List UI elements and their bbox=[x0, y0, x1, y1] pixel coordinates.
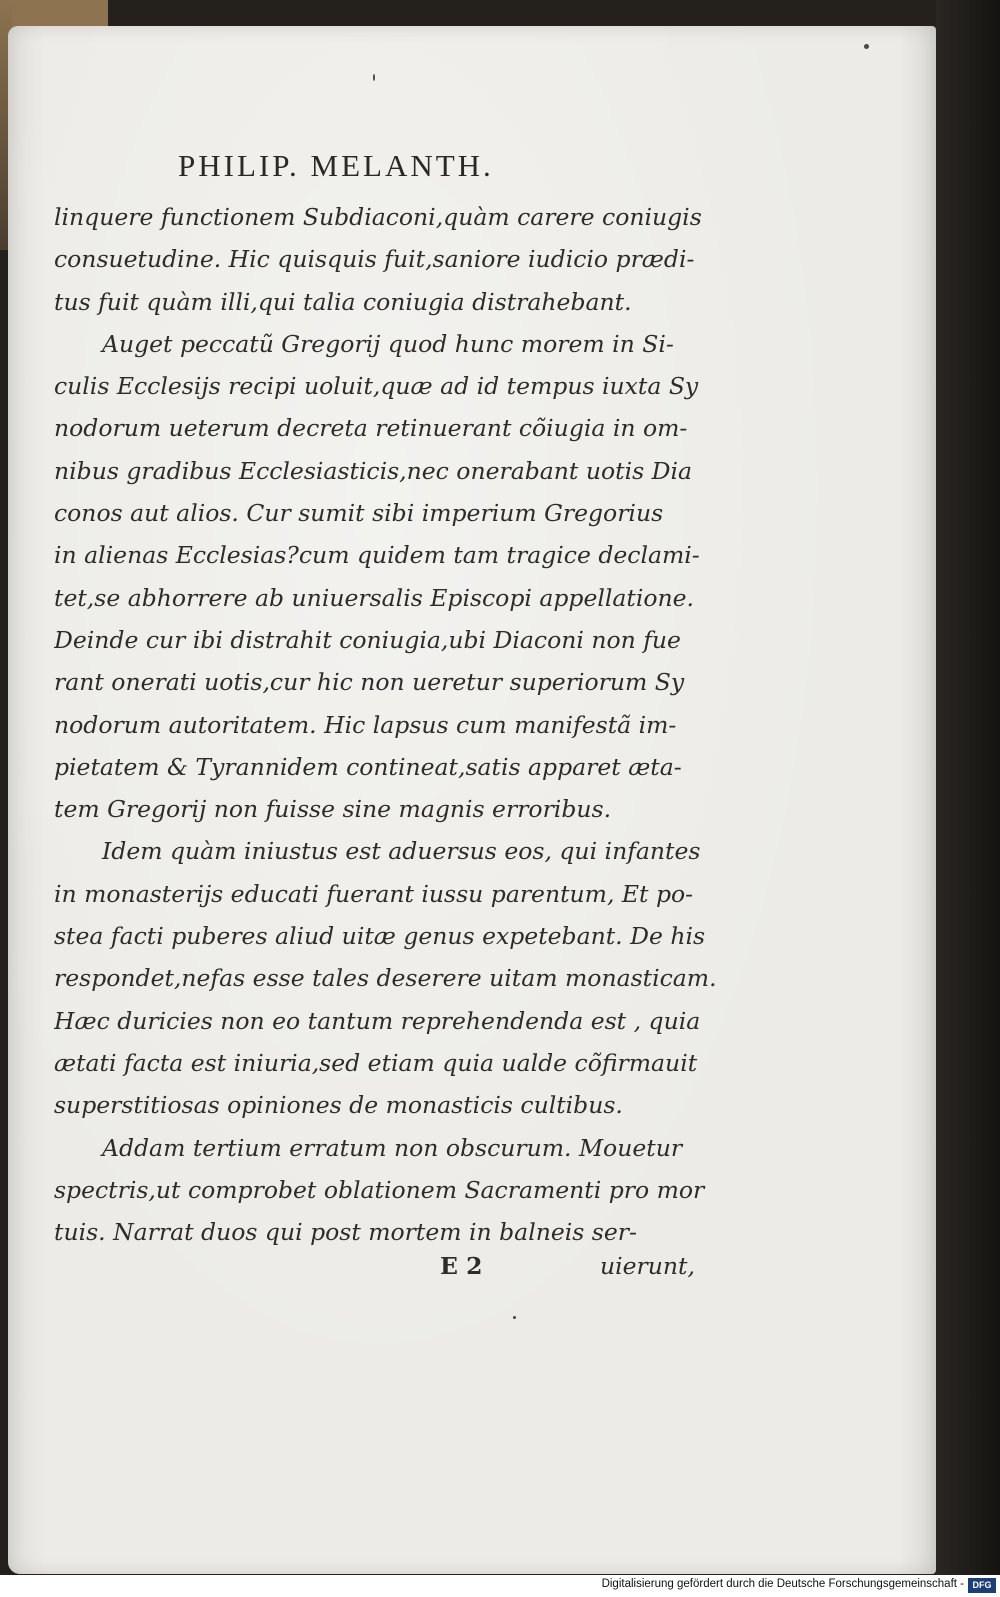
text-line: ætati facta est iniuria,sed etiam quia ualde cõfirmauit bbox=[54, 1048, 698, 1077]
text-line: tuis. Narrat duos qui post mortem in balneis ser- bbox=[54, 1218, 637, 1247]
text-line: Addam tertium erratum non obscurum. Mouetur bbox=[102, 1133, 683, 1162]
digitization-footer bbox=[0, 1575, 1000, 1597]
page-foot bbox=[440, 1252, 730, 1280]
text-line: respondet,nefas esse tales deserere uitam monasticam. bbox=[54, 964, 717, 993]
body-text bbox=[54, 196, 722, 1253]
signature-mark: E 2 bbox=[440, 1252, 483, 1280]
ink-speck bbox=[513, 1316, 516, 1319]
text-line: Deinde cur ibi distrahit coniugia,ubi Diaconi non fue bbox=[54, 625, 681, 654]
text-line: Auget peccatũ Gregorij quod hunc morem in Si- bbox=[102, 329, 674, 358]
text-line: in monasterijs educati fuerant iussu parentum, Et po- bbox=[54, 879, 694, 908]
text-line: stea facti puberes aliud uitæ genus expetebant. De his bbox=[54, 922, 706, 951]
text-line: conos aut alios. Cur sumit sibi imperium Gregorius bbox=[54, 499, 664, 528]
running-head: PHILIP. MELANTH. bbox=[178, 148, 494, 183]
text-line: linquere functionem Subdiaconi,quàm carere coniugis bbox=[54, 203, 702, 231]
ink-speck bbox=[373, 74, 375, 81]
text-line: culis Ecclesijs recipi uoluit,quæ ad id tempus iuxta Sy bbox=[54, 372, 699, 401]
ink-speck bbox=[864, 44, 869, 49]
book-gutter-shadow bbox=[936, 0, 1000, 1597]
text-line: consuetudine. Hic quisquis fuit,saniore iudicio prædi- bbox=[54, 245, 695, 274]
text-line: rant onerati uotis,cur hic non ueretur superiorum Sy bbox=[54, 668, 685, 697]
text-line: nibus gradibus Ecclesiasticis,nec onerabant uotis Dia bbox=[54, 456, 692, 485]
text-line: tem Gregorij non fuisse sine magnis erroribus. bbox=[54, 795, 612, 824]
text-line: tet,se abhorrere ab uniuersalis Episcopi appellatione. bbox=[54, 583, 695, 612]
text-line: nodorum ueterum decreta retinuerant cõiugia in om- bbox=[54, 414, 688, 443]
text-line: spectris,ut comprobet oblationem Sacramenti pro mor bbox=[54, 1175, 705, 1204]
text-line: tus fuit quàm illi,qui talia coniugia distrahebant. bbox=[54, 287, 632, 316]
text-line: superstitiosas opiniones de monasticis cultibus. bbox=[54, 1091, 623, 1120]
text-line: pietatem & Tyrannidem contineat,satis apparet æta- bbox=[54, 752, 682, 781]
text-line: in alienas Ecclesias?cum quidem tam tragice declami- bbox=[54, 541, 700, 570]
text-line: Hæc duricies non eo tantum reprehendenda est , quia bbox=[54, 1006, 701, 1035]
dfg-logo-icon: DFG bbox=[968, 1578, 996, 1593]
footer-credit: Digitalisierung gefördert durch die Deutsche Forschungsgemeinschaft - bbox=[601, 1578, 964, 1590]
text-line: Idem quàm iniustus est aduersus eos, qui infantes bbox=[102, 837, 701, 866]
catchword: uierunt, bbox=[600, 1252, 695, 1280]
text-line: nodorum autoritatem. Hic lapsus cum manifestã im- bbox=[54, 710, 677, 739]
